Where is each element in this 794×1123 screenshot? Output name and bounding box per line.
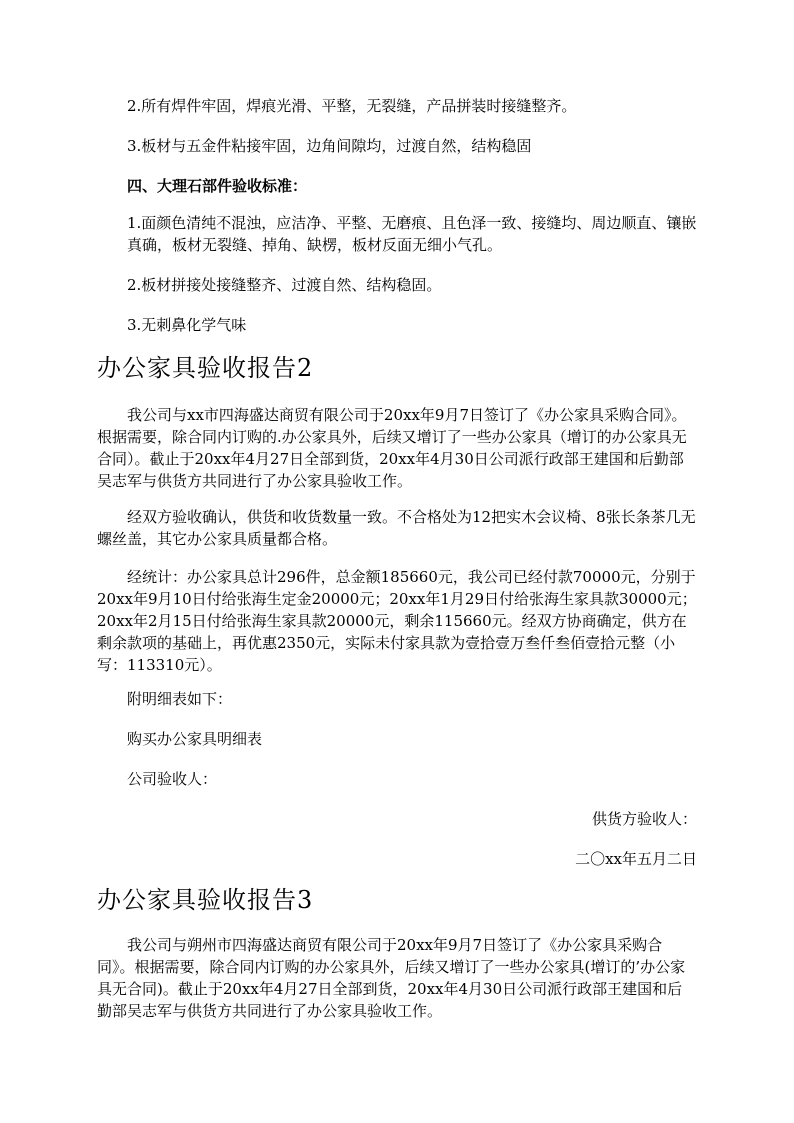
panel-standard-item-3: 3.板材与五金件粘接牢固，边角间隙均，过渡自然，结构稳固 — [127, 137, 532, 155]
marble-section-heading: 四、大理石部件验收标准： — [127, 177, 308, 195]
report-2-title: 办公家具验收报告2 — [97, 354, 314, 382]
attached-list-note: 附明细表如下： — [127, 690, 233, 708]
report-2-paragraph-1: 我公司与xx市四海盛达商贸有限公司于20xx年9月7日签订了《办公家具采购合同》。根据需要，除合同内订购的.办公家具外，后续又增订了一些办公家具（增订的办公家具无合同）。截止于20xx年4月27日全部到货，20xx年4月30日公司派行政部王建国和后勤部吴志军与供货方共同进行了办公家具验收工作。 — [97, 406, 687, 490]
furniture-list-title: 购买办公家具明细表 — [127, 730, 263, 748]
report-2-date: 二〇xx年五月二日 — [575, 850, 697, 868]
company-inspector-label: 公司验收人： — [127, 770, 218, 788]
supplier-inspector-label: 供货方验收人： — [591, 810, 697, 828]
marble-standard-item-2: 2.板材拼接处接缝整齐、过渡自然、结构稳固。 — [127, 276, 442, 294]
marble-standard-item-1: 1.面颜色清纯不混浊，应洁净、平整、无磨痕、且色泽一致、接缝均、周边顺直、镶嵌真确，板材无裂缝、掉角、缺楞，板材反面无细小气孔。 — [127, 214, 697, 254]
report-3-title: 办公家具验收报告3 — [97, 886, 314, 914]
report-3-paragraph-1: 我公司与朔州市四海盛达商贸有限公司于20xx年9月7日签订了《办公家具采购合同》。根据需要，除合同内订购的办公家具外，后续又增订了一些办公家具(增订的’办公家具无合同)。截止于20xx年4月27日全部到货，20xx年4月30日公司派行政部王建国和后勤部吴志军与供货方共同进行了办公家具验收工作。 — [97, 936, 686, 1020]
marble-standard-item-3: 3.无刺鼻化学气味 — [127, 316, 247, 334]
weld-standard-item-2: 2.所有焊件牢固，焊痕光滑、平整，无裂缝，产品拼装时接缝整齐。 — [127, 97, 577, 115]
report-2-paragraph-2: 经双方验收确认，供货和收货数量一致。不合格处为12把实木会议椅、8张长条茶几无螺丝盖，其它办公家具质量都合格。 — [97, 508, 696, 548]
report-2-paragraph-3: 经统计：办公家具总计296件，总金额185660元，我公司已经付款70000元，分别于20xx年9月10日付给张海生定金20000元；20xx年1月29日付给张海生家具款30000元；20xx年2月15日付给张海生家具款20000元，剩余115660元。经双方协商确定，供方在剩余款项的基础上，再优惠2350元，实际未付家具款为壹拾壹万叁仟叁佰壹拾元整（小写：113310元）。 — [97, 568, 697, 674]
